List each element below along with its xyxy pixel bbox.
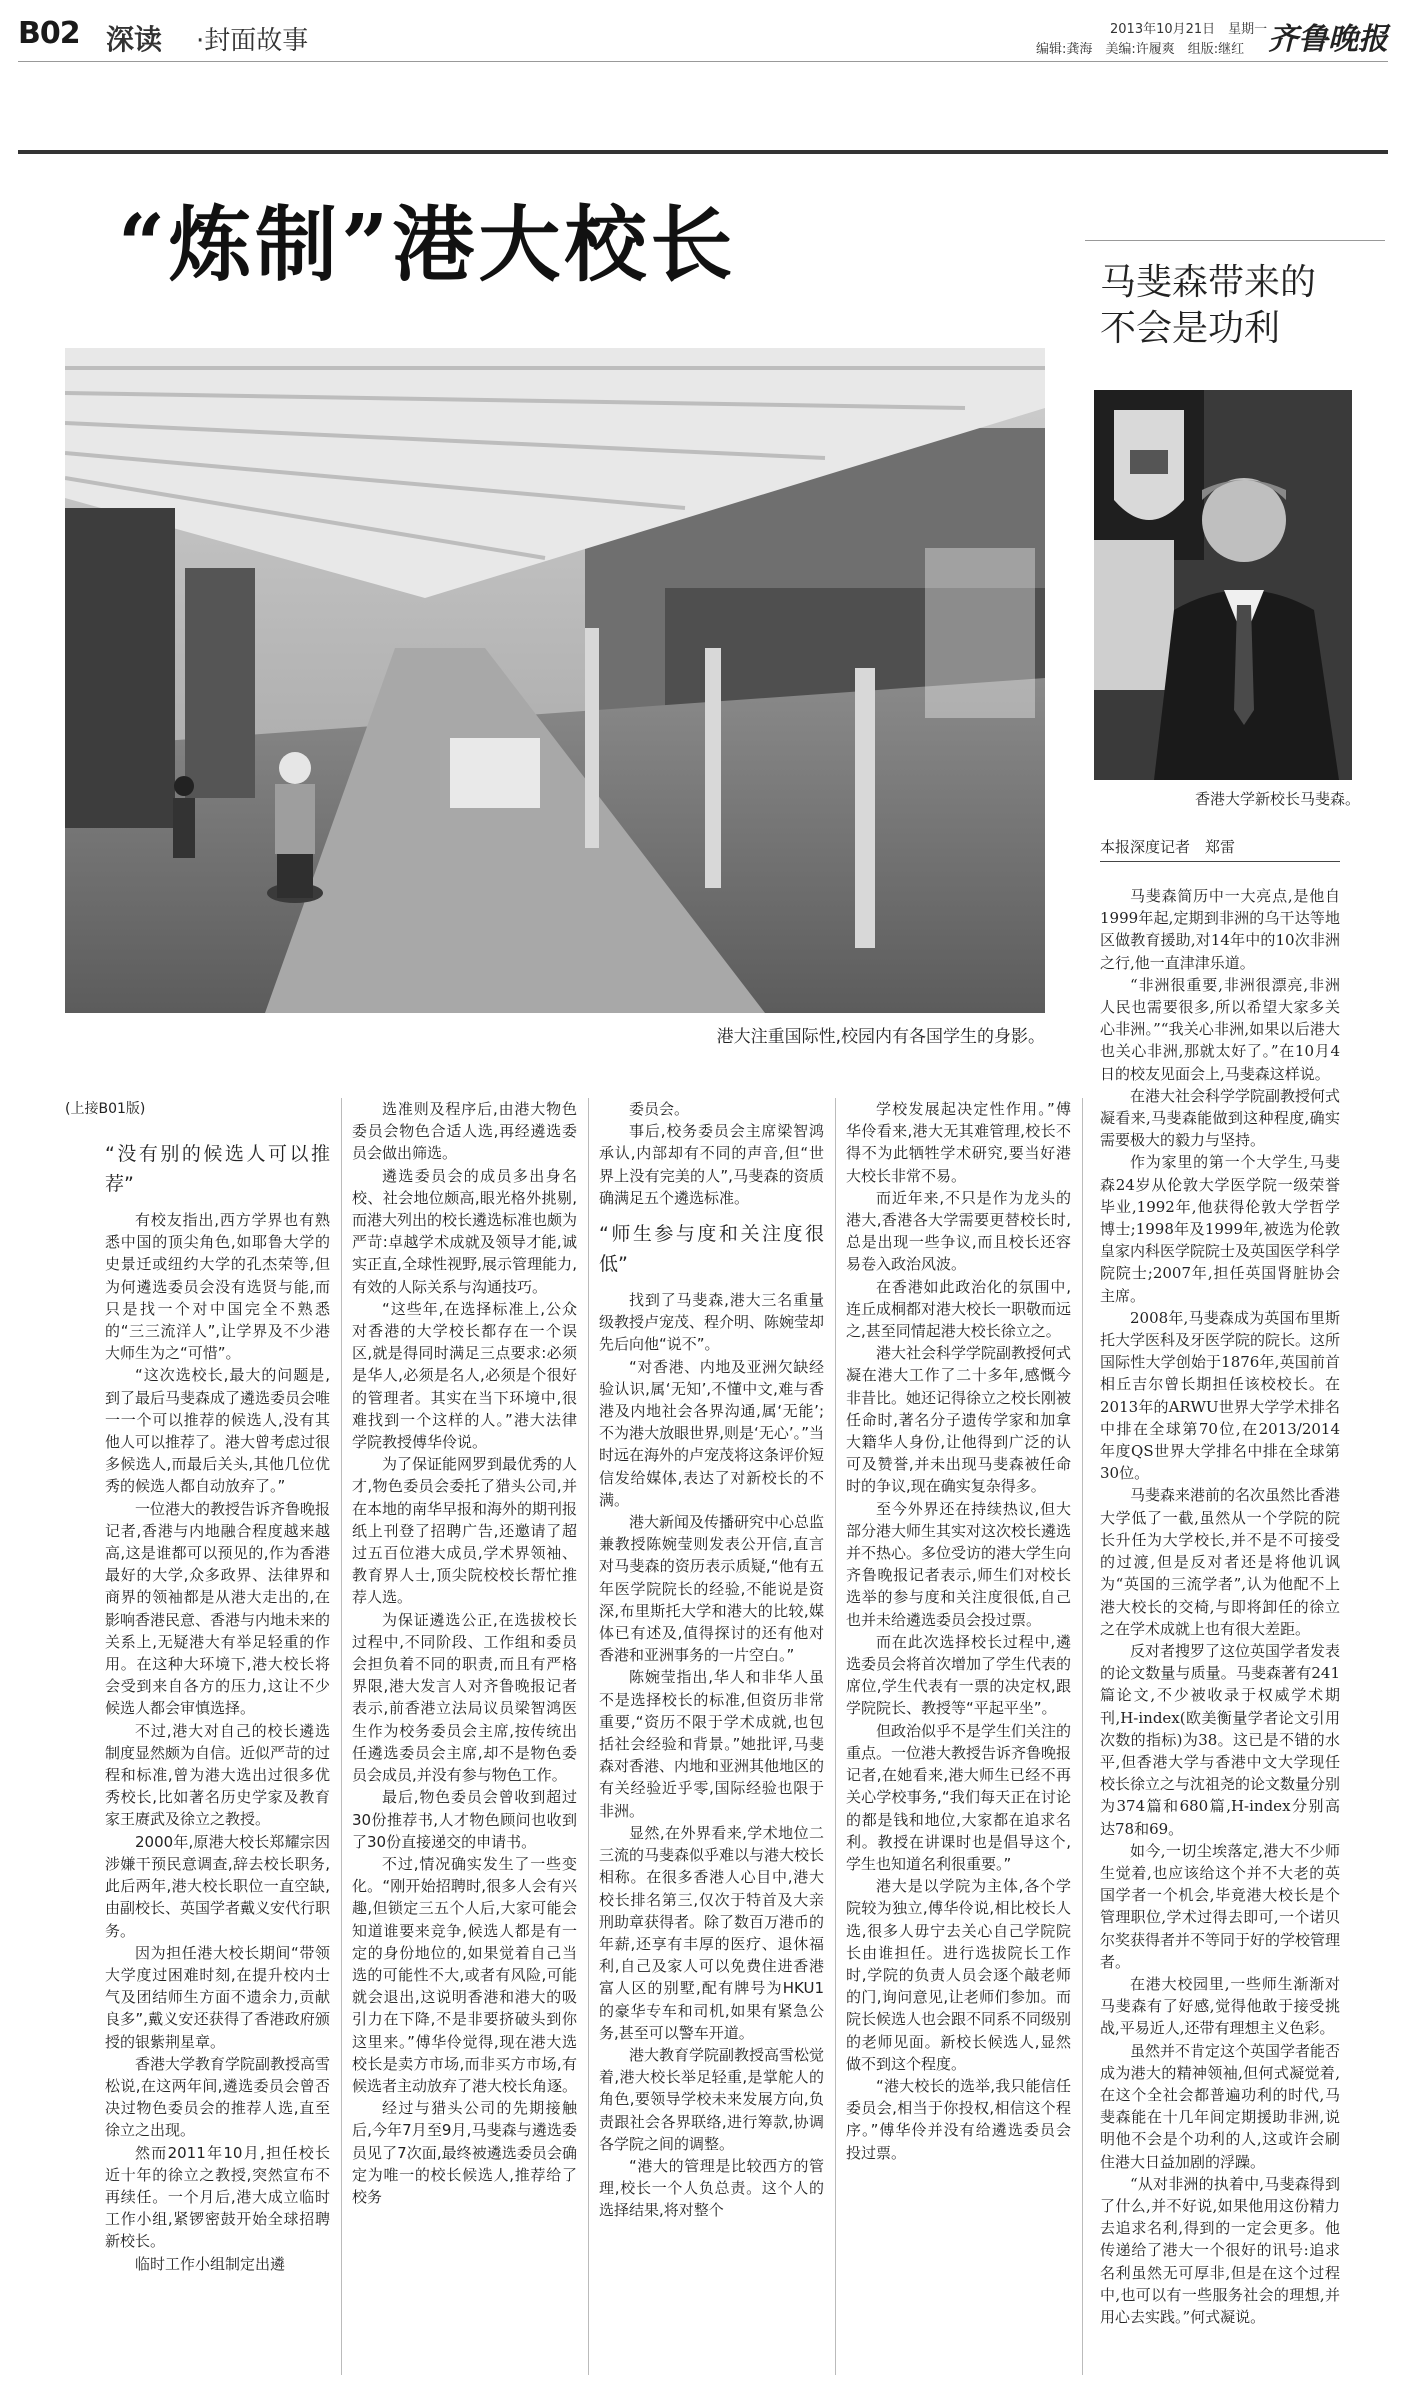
paragraph: 事后,校务委员会主席梁智鸿承认,内部却有不同的声音,但“世界上没有完美的人”,马斐森的资质确满足五个遴选标准。 — [599, 1122, 824, 1207]
subhead-2: “师生参与度和关注度很低” — [599, 1223, 824, 1276]
paragraph: 然而2011年10月,担任校长近十年的徐立之教授,突然宣布不再续任。一个月后,港大成立临时工作小组,紧锣密鼓开始全球招聘新校长。 — [105, 2143, 330, 2251]
col3-body-a — [599, 1098, 824, 1209]
editor-credits: 编辑:龚海 美编:许履爽 组版:继红 — [1036, 42, 1245, 57]
sidebar-title-line2: 不会是功利 — [1100, 308, 1281, 349]
portrait-photo — [1094, 390, 1352, 780]
paragraph: 而在此次选择校长过程中,遴选委员会将首次增加了学生代表的席位,学生代表有一票的决定权,跟学院院长、教授等“平起平坐”。 — [846, 1632, 1071, 1718]
paragraph: 港大教育学院副教授高雪松觉着,港大校长举足轻重,是掌舵人的角色,要领导学校未来发展方向,负责跟社会各界联络,进行筹款,协调各学院之间的调整。 — [599, 2045, 824, 2153]
col5-body — [1100, 885, 1340, 2328]
sidebar-rule — [1085, 240, 1385, 241]
paragraph: 马斐森简历中一大亮点,是他自1999年起,定期到非洲的乌干达等地区做教育援助,对14年中的10次非洲之行,他一直津津乐道。 — [1100, 887, 1340, 972]
section-name: 深读 — [106, 23, 163, 56]
paragraph: “这次选校长,最大的问题是,到了最后马斐森成了遴选委员会唯一一个可以推荐的候选人,没有其他人可以推荐了。港大曾考虑过很多候选人,而最后关头,其他几位优秀的候选人都自动放弃了。” — [105, 1366, 330, 1496]
sidebar-title — [1100, 260, 1380, 352]
issue-date: 2013年10月21日 星期一 — [1110, 22, 1268, 37]
paragraph: 经过与猎头公司的先期接触后,今年7月至9月,马斐森与遴选委员见了7次面,最终被遴选委员会确定为唯一的校长候选人,推荐给了校务 — [352, 2099, 577, 2206]
paragraph: “港大的管理是比较西方的管理,校长一个人负总责。这个人的选择结果,将对整个 — [599, 2156, 824, 2220]
newspaper-logo: 齐鲁晚报 — [1268, 22, 1388, 57]
portrait-caption: 香港大学新校长马斐森。 — [1194, 790, 1360, 808]
column-rule — [1082, 1098, 1083, 2375]
photo-caption: 港大注重国际性,校园内有各国学生的身影。 — [716, 1027, 1045, 1047]
paragraph: 而近年来,不只是作为龙头的港大,香港各大学需要更替校长时,总是出现一些争议,而且校长还容易卷入政治风波。 — [846, 1188, 1071, 1274]
masthead — [18, 10, 1388, 62]
paragraph: “对香港、内地及亚洲欠缺经验认识,属‘无知’,不懂中文,难与香港及内地社会各界沟通,属‘无能’;不为港大放眼世界,则是‘无心’。”当时远在海外的卢宠茂将这条评价短信发给媒体,表达了对新校长的不满。 — [599, 1357, 824, 1509]
col3-body-b — [599, 1289, 824, 2222]
paragraph: 学校发展起决定性作用。”傅华伶看来,港大无其难管理,校长不得不为此牺牲学术研究,要当好港大校长非常不易。 — [846, 1100, 1071, 1185]
paragraph: 在港大社会科学学院副教授何式凝看来,马斐森能做到这种程度,确实需要极大的毅力与坚持。 — [1100, 1086, 1340, 1150]
paragraph: 反对者搜罗了这位英国学者发表的论文数量与质量。马斐森著有241篇论文,不少被收录于权威学术期刊,H-index(欧美衡量学者论文引用次数的指标)为38。这已是不错的水平,但香港大学与香港中文大学现任校长徐立之与沈祖尧的论文数量分别为374篇和680篇,H-index分别高达78和69。 — [1100, 1641, 1340, 1838]
paragraph: 但政治似乎不是学生们关注的重点。一位港大教授告诉齐鲁晚报记者,在她看来,港大师生已经不再关心学校事务,“我们每天正在讨论的都是钱和地位,大家都在追求名利。教授在讲课时也是倡导这个,学生也知道名利很重要。” — [846, 1721, 1071, 1873]
page-code: B02 — [18, 16, 80, 51]
paragraph: 如今,一切尘埃落定,港大不少师生觉着,也应该给这个并不大老的英国学者一个机会,毕竟港大校长是个管理职位,学术过得去即可,一个诺贝尔奖获得者并不等同于好的学校管理者。 — [1100, 1841, 1340, 1971]
article-column-2 — [352, 1098, 577, 2375]
paragraph: “这些年,在选择标准上,公众对香港的大学校长都存在一个误区,就是得同时满足三点要求:必须是华人,必须是名人,必须是个很好的管理者。其实在当下环境中,很难找到一个这样的人。”港大法律学院教授傅华伶说。 — [352, 1299, 577, 1452]
paragraph: 至今外界还在持续热议,但大部分港大师生其实对这次校长遴选并不热心。多位受访的港大学生向齐鲁晚报记者表示,师生们对校长选举的参与度和关注度很低,自己也并未给遴选委员会投过票。 — [846, 1499, 1071, 1629]
paragraph: 港大社会科学学院副教授何式凝在港大工作了二十多年,感慨今非昔比。她还记得徐立之校长刚被任命时,著名分子遗传学家和加拿大籍华人身份,让他得到广泛的认可及赞誉,并未出现马斐森被任命时的争议,现在确实复杂得多。 — [846, 1344, 1071, 1496]
sidebar-title-line1: 马斐森带来的 — [1100, 262, 1317, 303]
paragraph: 不过,港大对自己的校长遴选制度显然颇为自信。近似严苛的过程和标准,曾为港大选出过很多优秀校长,比如著名历史学家及教育家王赓武及徐立之教授。 — [105, 1721, 330, 1829]
paragraph: 虽然并不肯定这个英国学者能否成为港大的精神领袖,但何式凝觉着,在这个全社会都普遍功利的时代,马斐森能在十几年间定期援助非洲,说明他不会是个功利的人,这或许会刷住港大日益加剧的浮躁。 — [1100, 2041, 1340, 2171]
col2-body — [352, 1098, 577, 2208]
paragraph: 选准则及程序后,由港大物色委员会物色合适人选,再经遴选委员会做出筛选。 — [352, 1100, 577, 1163]
paragraph: 临时工作小组制定出遴 — [135, 2254, 286, 2273]
paragraph: 为保证遴选公正,在选拔校长过程中,不同阶段、工作组和委员会担负着不同的职责,而且有严格界限,港大发言人对齐鲁晚报记者表示,前香港立法局议员梁智鸿医生作为校务委员会主席,按传统出任遴选委员会主席,却不是物色委员会成员,并没有参与物色工作。 — [352, 1610, 577, 1785]
paragraph: 在香港如此政治化的氛围中,连丘成桐都对港大校长一职敬而远之,甚至同情起港大校长徐立之。 — [846, 1277, 1071, 1341]
paragraph: 不过,情况确实发生了一些变化。“刚开始招聘时,很多人会有兴趣,但锁定三五个人后,大家可能会知道谁要来竞争,候选人都是有一定的身份地位的,如果觉着自己当选的可能性不大,或者有风险,可能就会退出,这说明香港和港大的吸引力在下降,不是非要挤破头到你这里来。”傅华伶觉得,现在港大选校长是卖方市场,而非买方市场,有候选者主动放弃了港大校长角逐。 — [352, 1854, 577, 2095]
paragraph: 港大新闻及传播研究中心总监兼教授陈婉莹则发表公开信,直言对马斐森的资历表示质疑,“他有五年医学院院长的经验,不能说是资深,布里斯托大学和港大的比较,媒体已有述及,值得探讨的还有他对香港和亚洲事务的一片空白。” — [599, 1513, 824, 1665]
col4-body — [846, 1098, 1071, 2164]
paragraph: 港大是以学院为主体,各个学院较为独立,傅华伶说,相比校长人选,很多人毋宁去关心自己学院院长由谁担任。进行选拔院长工作时,学院的负责人员会逐个敲老师的门,询问意见,让老师们参加。而院长候选人也会跟不同系不同级别的老师见面。新校长候选人,显然做不到这个程度。 — [846, 1877, 1071, 2073]
column-rule — [588, 1098, 589, 2375]
byline: 本报深度记者 郑雷 — [1100, 836, 1340, 862]
article-column-3 — [599, 1098, 824, 2375]
paragraph: “港大校长的选举,我只能信任委员会,相当于你投权,相信这个程序。”傅华伶并没有给遴选委员会投过票。 — [846, 2076, 1071, 2162]
paragraph: 2000年,原港大校长郑耀宗因涉嫌干预民意调查,辞去校长职务,此后两年,港大校长职位一直空缺,由副校长、英国学者戴义安代行职务。 — [105, 1832, 330, 1940]
campus-photo — [65, 348, 1045, 1013]
article-column-1 — [105, 1135, 330, 2375]
portrait-illustration — [1094, 390, 1352, 780]
paragraph: 香港大学教育学院副教授高雪松说,在这两年间,遴选委员会曾否决过物色委员会的推荐人选,直至徐立之出现。 — [105, 2054, 330, 2140]
paragraph: 显然,在外界看来,学术地位二三流的马斐森似乎难以与港大校长相称。在很多香港人心目中,港大校长排名第三,仅次于特首及大亲刑助章获得者。除了数百万港币的年薪,还享有丰厚的医疗、退休福利,自己及家人可以免费住进香港富人区的别墅,配有牌号为HKU1的豪华专车和司机,如果有紧急公务,甚至可以警车开道。 — [599, 1823, 824, 2042]
paragraph: 一位港大的教授告诉齐鲁晚报记者,香港与内地融合程度越来越高,这是谁都可以预见的,作为香港最好的大学,众多政界、法律界和商界的领袖都是从港大走出的,在影响香港民意、香港与内地未来的关系上,无疑港大有举足轻重的作用。在这种大环境下,港大校长将会受到来自各方的压力,这让不少候选人都会审慎选择。 — [105, 1499, 330, 1718]
paragraph: 遴选委员会的成员多出身名校、社会地位颇高,眼光格外挑剔,而港大列出的校长遴选标准也颇为严苛:卓越学术成就及领导才能,诚实正直,全球性视野,展示管理能力,有效的人际关系与沟通技巧。 — [352, 1166, 577, 1296]
paragraph: 马斐森来港前的名次虽然比香港大学低了一截,虽然从一个学院的院长升任为大学校长,并不是不可接受的过渡,但是反对者还是将他讥讽为“英国的三流学者”,认为他配不上港大校长的交椅,与即将卸任的徐立之在学术成就上也有很大差距。 — [1100, 1486, 1340, 1638]
paragraph: 陈婉莹指出,华人和非华人虽不是选择校长的标准,但资历非常重要,“资历不限于学术成就,也包括社会经验和背景。”她批评,马斐森对香港、内地和亚洲其他地区的有关经验近乎零,国际经验也限于非洲。 — [599, 1668, 824, 1820]
article-column-4 — [846, 1098, 1071, 2375]
campus-photo-illustration — [65, 348, 1045, 1013]
section-subtitle: ·封面故事 — [196, 26, 309, 56]
paragraph: 因为担任港大校长期间“带领大学度过困难时刻,在提升校内士气及团结师生方面不遗余力,贡献良多”,戴义安还获得了香港政府颁授的银紫荆星章。 — [105, 1943, 330, 2051]
paragraph: 有校友指出,西方学界也有熟悉中国的顶尖角色,如耶鲁大学的史景迁或纽约大学的孔杰荣等,但为何遴选委员会没有选贤与能,而只是找一个对中国完全不熟悉的“三三流洋人”,让学界及不少港大师生为之“可惜”。 — [105, 1211, 330, 1363]
paragraph: “从对非洲的执着中,马斐森得到了什么,并不好说,如果他用这份精力去追求名利,得到的一定会更多。他传递给了港大一个很好的讯号:追求名利虽然无可厚非,但是在这个过程中,也可以有一些服务社会的理想,并用心去实践。”何式凝说。 — [1100, 2174, 1340, 2326]
paragraph: 最后,物色委员会曾收到超过30份推荐书,人才物色顾问也收到了30份直接递交的申请书。 — [352, 1788, 577, 1851]
header-rule — [18, 150, 1388, 154]
paragraph: 为了保证能网罗到最优秀的人才,物色委员会委托了猎头公司,并在本地的南华早报和海外的期刊报纸上刊登了招聘广告,还邀请了超过五百位港大成员,学术界领袖、教育界人士,顶尖院校校长帮忙推荐人选。 — [352, 1455, 577, 1607]
paragraph: 在港大校园里,一些师生渐渐对马斐森有了好感,觉得他敢于接受挑战,平易近人,还带有理想主义色彩。 — [1100, 1974, 1340, 2038]
column-rule — [835, 1098, 836, 2375]
headline: “炼制”港大校长 — [118, 197, 737, 293]
subhead-1: “没有别的候选人可以推荐” — [105, 1143, 330, 1195]
paragraph: 委员会。 — [629, 1100, 690, 1118]
continued-note: (上接B01版) — [65, 1101, 146, 1117]
paragraph: 2008年,马斐森成为英国布里斯托大学医科及牙医学院的院长。这所国际性大学创始于1876年,英国前首相丘吉尔曾长期担任该校校长。在2013年的ARWU世界大学学术排名中排在全球第70位,在2013/2014年度QS世界大学排名中排在全球第30位。 — [1100, 1308, 1340, 1483]
paragraph: “非洲很重要,非洲很漂亮,非洲人民也需要很多,所以希望大家多关心非洲。”“我关心非洲,如果以后港大也关心非洲,那就太好了。”在10月4日的校友见面会上,马斐森这样说。 — [1100, 975, 1340, 1083]
paragraph: 找到了马斐森,港大三名重量级教授卢宠茂、程介明、陈婉莹却先后向他“说不”。 — [599, 1291, 824, 1354]
column-rule — [341, 1098, 342, 2375]
paragraph: 作为家里的第一个大学生,马斐森24岁从伦敦大学医学院一级荣誉毕业,1992年,他获得伦敦大学哲学博士;1998年及1999年,被选为伦敦皇家内科医学院院士及英国医学科学院院士;2007年,担任英国肾脏协会主席。 — [1100, 1153, 1340, 1305]
sidebar-article-column — [1100, 885, 1340, 2375]
col1-body — [105, 1209, 330, 2275]
